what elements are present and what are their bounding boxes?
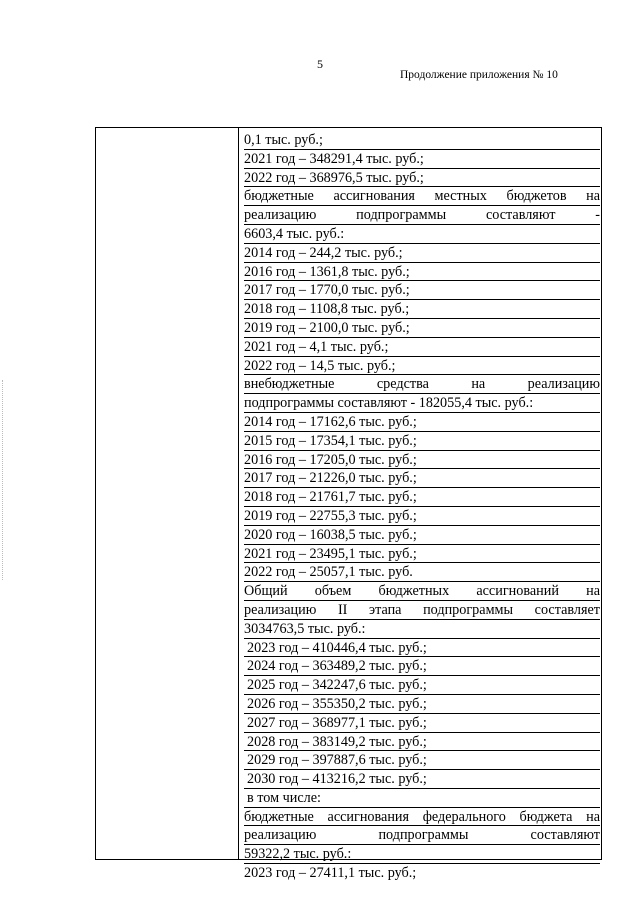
funding-details-cell — [244, 131, 600, 883]
cell-line: бюджетные ассигнования местных бюджетов на — [244, 188, 600, 205]
cell-line: 6603,4 тыс. руб.: — [244, 225, 600, 244]
cell-line: 2020 год – 16038,5 тыс. руб.; — [244, 526, 600, 545]
cell-line: 2021 год – 348291,4 тыс. руб.; — [244, 150, 600, 169]
column-divider — [238, 128, 239, 859]
cell-line: 2021 год – 23495,1 тыс. руб.; — [244, 545, 600, 564]
cell-line: 2015 год – 17354,1 тыс. руб.; — [244, 432, 600, 451]
cell-line: Общий объем бюджетных ассигнований на — [244, 583, 600, 600]
cell-line: 2024 год – 363489,2 тыс. руб.; — [244, 657, 600, 676]
cell-line: 2018 год – 21761,7 тыс. руб.; — [244, 488, 600, 507]
margin-binding-marks — [2, 380, 5, 580]
cell-line: 0,1 тыс. руб.; — [244, 131, 600, 150]
cell-line: бюджетные ассигнования федерального бюджета на — [244, 808, 600, 825]
cell-line: 2030 год – 413216,2 тыс. руб.; — [244, 770, 600, 789]
cell-line: 2029 год – 397887,6 тыс. руб.; — [244, 751, 600, 770]
cell-line: 3034763,5 тыс. руб.: — [244, 620, 600, 639]
cell-line: 2017 год – 1770,0 тыс. руб.; — [244, 281, 600, 300]
cell-line: в том числе: — [244, 789, 600, 808]
cell-line: 2016 год – 1361,8 тыс. руб.; — [244, 263, 600, 282]
funding-table — [95, 127, 602, 882]
cell-line: 2027 год – 368977,1 тыс. руб.; — [244, 714, 600, 733]
cell-line: 59322,2 тыс. руб.: — [244, 845, 600, 864]
cell-line: 2014 год – 17162,6 тыс. руб.; — [244, 413, 600, 432]
cell-line: реализацию II этапа подпрограммы составляет — [244, 601, 600, 618]
cell-line: 2022 год – 25057,1 тыс. руб. — [244, 563, 600, 582]
cell-line: 2023 год – 410446,4 тыс. руб.; — [244, 639, 600, 658]
cell-line: 2022 год – 14,5 тыс. руб.; — [244, 357, 600, 376]
cell-line: реализацию подпрограммы составляют — [244, 827, 600, 844]
appendix-continuation-label: Продолжение приложения № 10 — [400, 69, 558, 81]
cell-line: 2028 год – 383149,2 тыс. руб.; — [244, 733, 600, 752]
cell-line: внебюджетные средства на реализацию — [244, 376, 600, 393]
cell-line: реализацию подпрограммы составляют - — [244, 207, 600, 224]
cell-line: 2021 год – 4,1 тыс. руб.; — [244, 338, 600, 357]
cell-line: 2019 год – 2100,0 тыс. руб.; — [244, 319, 600, 338]
cell-line: 2026 год – 355350,2 тыс. руб.; — [244, 695, 600, 714]
page-number: 5 — [317, 57, 323, 71]
cell-line: 2025 год – 342247,6 тыс. руб.; — [244, 676, 600, 695]
cell-line: подпрограммы составляют - 182055,4 тыс. руб.: — [244, 394, 600, 413]
cell-line: 2023 год – 27411,1 тыс. руб.; — [244, 865, 417, 882]
cell-line: 2017 год – 21226,0 тыс. руб.; — [244, 469, 600, 488]
cell-line: 2014 год – 244,2 тыс. руб.; — [244, 244, 600, 263]
cell-line: 2016 год – 17205,0 тыс. руб.; — [244, 451, 600, 470]
cell-line: 2022 год – 368976,5 тыс. руб.; — [244, 169, 600, 188]
cell-line: 2018 год – 1108,8 тыс. руб.; — [244, 300, 600, 319]
cell-line: 2019 год – 22755,3 тыс. руб.; — [244, 507, 600, 526]
